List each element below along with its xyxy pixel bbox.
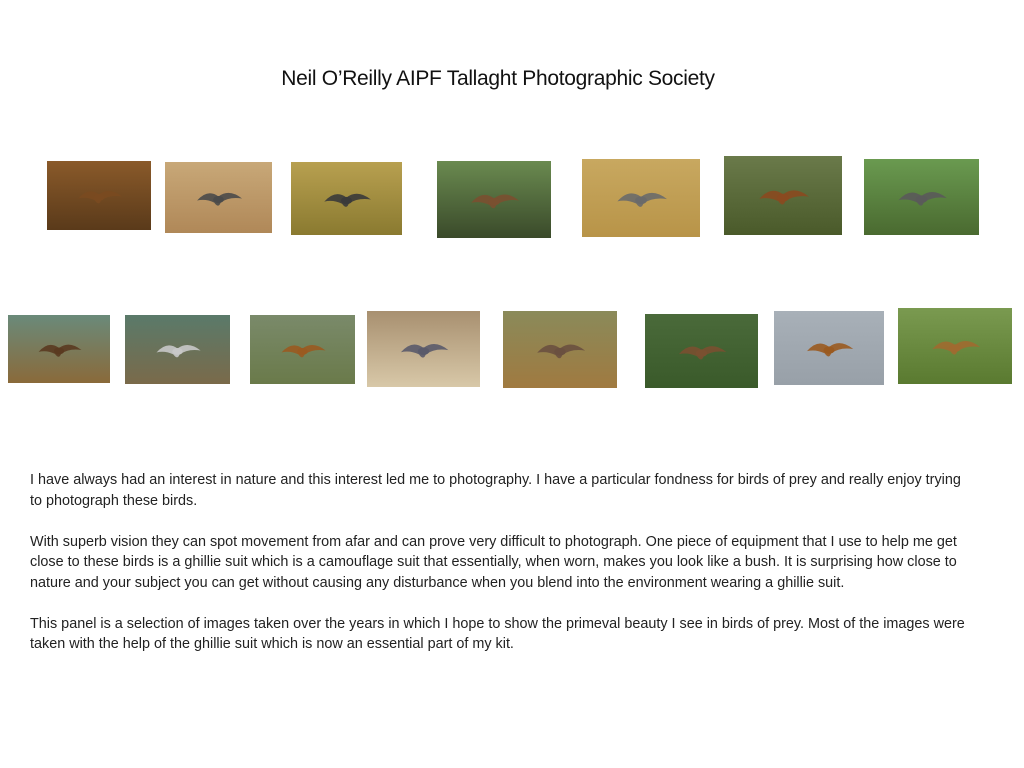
photo-row2-4 <box>367 311 480 387</box>
photo-row1-7 <box>864 159 979 235</box>
paragraph-ghillie-suit: With superb vision they can spot movement from afar and can prove very difficult to photograph. One piece of equipment that I use to help me get close to these birds is a ghillie suit which is a camouflage suit that essentially, when worn, makes you look like a bush. It is surprising how close to nature and your subject you can get without causing any disturbance when you blend into the environment wearing a ghillie suit. <box>30 533 957 591</box>
photo-row1-6 <box>724 156 842 235</box>
photo-row2-7 <box>774 311 884 385</box>
page-title: Neil O’Reilly AIPF Tallaght Photographic Society <box>281 67 715 90</box>
photo-row1-4 <box>437 161 551 238</box>
paragraph-panel-selection: This panel is a selection of images taken over the years in which I hope to show the primeval beauty I see in birds of prey. Most of the images were taken with the help of the ghillie suit which is now an essential part of my kit. <box>30 615 965 652</box>
photo-row2-1 <box>8 315 110 383</box>
paragraph-interest: I have always had an interest in nature and this interest led me to photography. I have a particular fondness for birds of prey and really enjoy trying to photograph these birds. <box>30 472 961 509</box>
photo-row1-3 <box>291 162 402 235</box>
photo-row1-2 <box>165 162 272 233</box>
photo-row1-5 <box>582 159 700 237</box>
description-text <box>30 470 975 675</box>
photo-row2-8 <box>898 308 1012 384</box>
photo-row2-5 <box>503 311 617 388</box>
photo-row2-3 <box>250 315 355 384</box>
photo-row2-2 <box>125 315 230 384</box>
photo-row2-6 <box>645 314 758 388</box>
photo-row1-1 <box>47 161 151 230</box>
